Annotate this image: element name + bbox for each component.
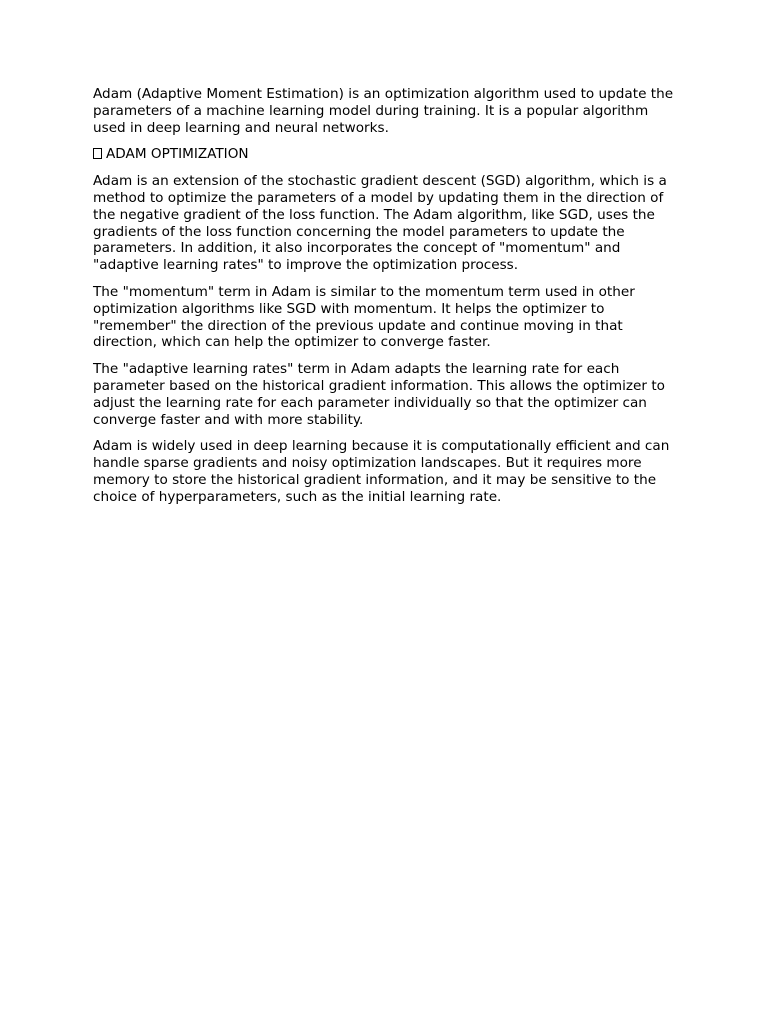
intro-paragraph: Adam (Adaptive Moment Estimation) is an optimization algorithm used to update the parameters of a machine learning model during training. It is a popular algorithm used in deep learning and neural networks. [93,86,674,136]
document-body [93,86,675,516]
body-paragraph-1: Adam is an extension of the stochastic gradient descent (SGD) algorithm, which is a method to optimize the parameters of a model by updating them in the direction of the negative gradient of the loss function. The Adam algorithm, like SGD, uses the gradients of the loss function concerning the model parameters to update the parameters. In addition, it also incorporates the concept of "momentum" and "adaptive learning rates" to improve the optimization process. [93,173,667,274]
section-heading [93,146,675,163]
body-paragraph-2: The "momentum" term in Adam is similar to the momentum term used in other optimization algorithms like SGD with momentum. It helps the optimizer to "remember" the direction of the previous update and continue moving in that direction, which can help the optimizer to converge faster. [93,283,635,351]
body-paragraph-3: The "adaptive learning rates" term in Adam adapts the learning rate for each parameter based on the historical gradient information. This allows the optimizer to adjust the learning rate for each parameter individually so that the optimizer can converge faster and with more stability. [93,361,665,428]
body-paragraph-4: Adam is widely used in deep learning because it is computationally efficient and can handle sparse gradients and noisy optimization landscapes. But it requires more memory to store the historical gradient information, and it may be sensitive to the choice of hyperparameters, such as the initial learning rate. [93,438,670,505]
missing-glyph-icon [93,148,102,159]
section-heading-text: ADAM OPTIMIZATION [106,146,249,163]
